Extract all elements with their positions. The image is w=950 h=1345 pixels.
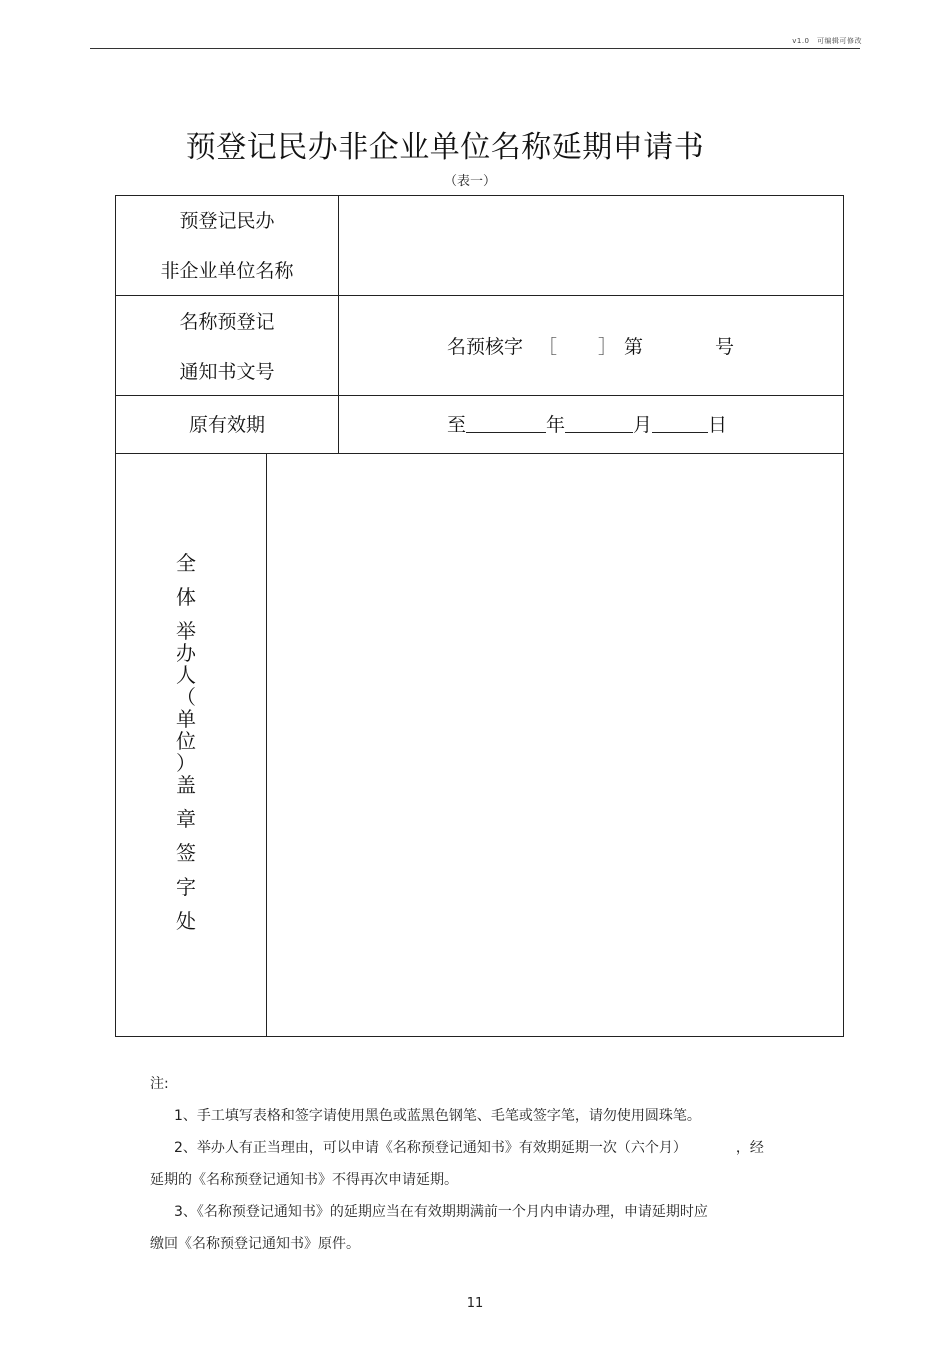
signature-char: 单 [176,707,196,731]
month-blank[interactable] [565,414,633,433]
signature-char: 人 [176,663,196,687]
header-version-note: v1.0 可编辑可修改 [792,37,862,45]
signature-char: 位 [176,729,196,753]
year-blank[interactable] [466,414,546,433]
notes-section [150,1068,830,1260]
org-name-label-line1: 预登记民办 [179,210,275,232]
signature-char: （ [176,685,196,709]
note-3-line1: 3、《名称预登记通知书》的延期应当在有效期期满前一个月内申请办理，申请延期时应 [174,1204,708,1220]
signature-char: 签 [176,841,196,865]
column-divider-bottom [266,453,267,1036]
signature-char: 办 [176,641,196,665]
row-divider-3 [116,453,843,454]
note-2-line1: 2、举办人有正当理由，可以申请《名称预登记通知书》有效期延期一次（六个月） ，经 [174,1140,764,1156]
note-3-line2: 缴回《名称预登记通知书》原件。 [150,1236,360,1252]
notice-number-prefix: 名预核字 [447,336,524,358]
bracket-close: ］ [598,336,618,358]
bracket-open: ［ [538,336,558,358]
signature-char: ） [176,751,196,775]
notice-number-hao: 号 [715,336,735,358]
page-title: 预登记民办非企业单位名称延期申请书 [185,130,705,165]
application-form-table [115,195,844,1037]
notes-heading: 注: [150,1076,169,1092]
notice-number-label-cell [116,297,338,395]
validity-day: 日 [708,414,728,436]
validity-zhi: 至 [447,414,467,436]
signature-area[interactable] [268,455,843,1036]
signature-char: 全 [176,551,196,575]
org-name-label-cell [116,196,338,295]
validity-label: 原有效期 [188,414,265,436]
org-name-label-line2: 非企业单位名称 [160,260,294,282]
signature-char: 盖 [176,773,196,797]
signature-char: 体 [176,585,196,609]
validity-year: 年 [546,414,566,436]
signature-label-cell [116,455,266,1036]
validity-month: 月 [633,414,653,436]
table-subtitle: （表一） [443,174,496,189]
signature-char: 字 [176,875,196,899]
day-blank[interactable] [652,414,708,433]
signature-vertical-label [174,553,198,945]
note-1: 1、手工填写表格和签字请使用黑色或蓝黑色钢笔、毛笔或签字笔，请勿使用圆珠笔。 [174,1108,701,1124]
validity-label-cell [116,397,338,453]
notice-number-label-line2: 通知书文号 [179,361,275,383]
signature-char: 处 [176,909,196,933]
column-divider-top [338,196,339,454]
notice-number-field[interactable] [340,297,843,395]
notice-number-label-line1: 名称预登记 [179,311,275,333]
page-number: 11 [466,1296,484,1311]
signature-char: 章 [176,807,196,831]
notice-number-di: 第 [624,336,644,358]
validity-date-field[interactable] [340,397,843,453]
note-2-line2: 延期的《名称预登记通知书》不得再次申请延期。 [150,1172,458,1188]
signature-char: 举 [176,619,196,643]
header-rule [90,48,860,49]
org-name-value-field[interactable] [340,196,843,295]
